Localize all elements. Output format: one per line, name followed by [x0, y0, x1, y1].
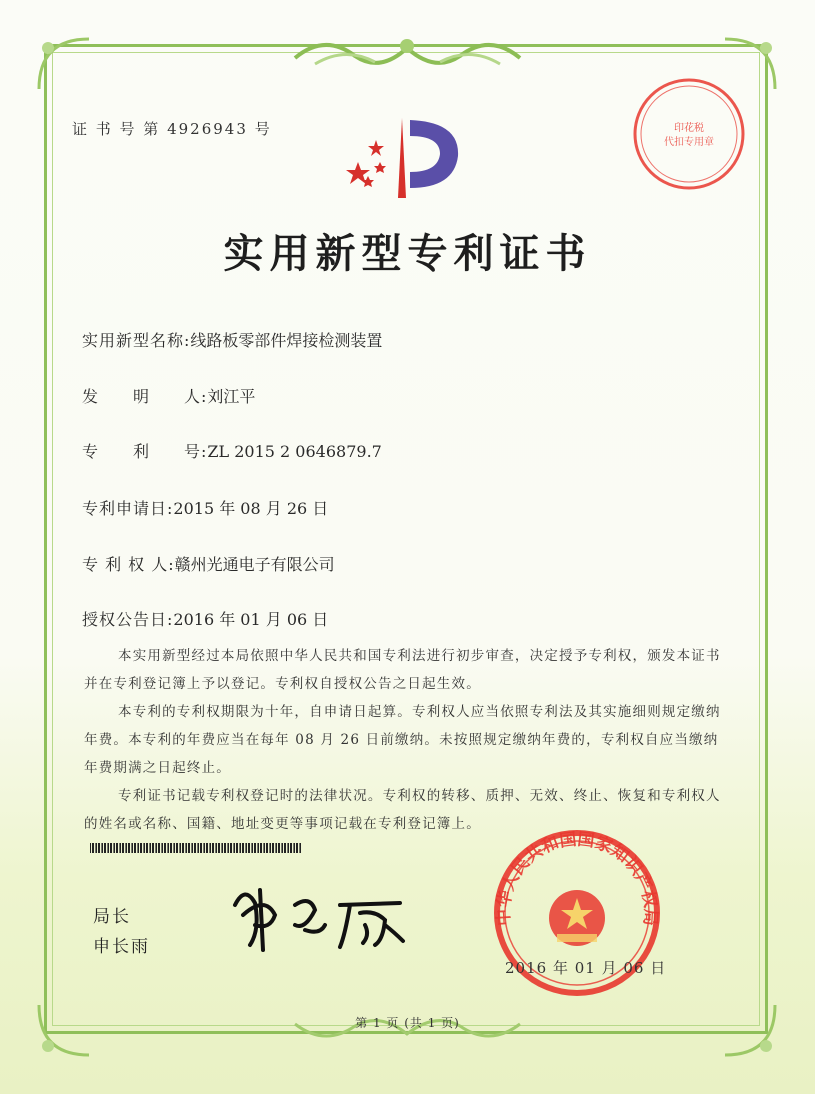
director-signature-icon: [225, 875, 410, 955]
certificate-number: 证 书 号 第 4926943 号: [72, 120, 272, 138]
svg-text:中华人民共和国国家知识产权局: 中华人民共和国国家知识产权局: [493, 829, 661, 927]
body-paragraph: 本实用新型经过本局依照中华人民共和国专利法进行初步审查，决定授予专利权，颁发本证书并在专利登记簿上予以登记。专利权自授权公告之日起生效。: [84, 648, 721, 692]
svg-text:代扣专用章: 代扣专用章: [664, 137, 714, 148]
svg-text:印花税: 印花税: [674, 123, 704, 134]
field-patent-number: 专 利 号:ZL 2015 2 0646879.7: [82, 442, 382, 461]
field-utility-model-name: 实用新型名称:线路板零部件焊接检测装置: [82, 331, 383, 350]
seal-date: 2016 年 01 月 06 日: [505, 959, 667, 977]
field-application-date: 专利申请日:2015 年 08 月 26 日: [82, 499, 329, 518]
body-paragraph: 本专利的专利权期限为十年，自申请日起算。专利权人应当依照专利法及其实施细则规定缴纳年费。本专利的年费应当在每年 08 月 26 日前缴纳。未按照规定缴纳年费的，专利权自应当缴纳年费期满之日起终止。: [84, 704, 721, 776]
director-title: 局长: [93, 907, 131, 927]
body-paragraph: 专利证书记载专利权登记时的法律状况。专利权的转移、质押、无效、终止、恢复和专利权人的姓名或名称、国籍、地址变更等事项记载在专利登记簿上。: [84, 788, 721, 832]
field-patentee: 专 利 权 人:赣州光通电子有限公司: [82, 555, 335, 574]
certificate-body-text: [84, 642, 724, 838]
patent-office-logo-icon: [340, 110, 470, 206]
field-grant-date: 授权公告日:2016 年 01 月 06 日: [82, 610, 329, 629]
director-name: 申长雨: [93, 937, 150, 957]
barcode-icon: [90, 843, 302, 853]
field-inventor: 发 明 人:刘江平: [82, 387, 256, 406]
corner-ornament-icon: [34, 34, 94, 94]
page-number: 第 1 页 (共 1 页): [355, 1016, 460, 1030]
top-ornament-icon: [285, 28, 530, 76]
corner-seal-icon: [630, 75, 748, 193]
page-title: 实用新型专利证书: [223, 230, 592, 277]
